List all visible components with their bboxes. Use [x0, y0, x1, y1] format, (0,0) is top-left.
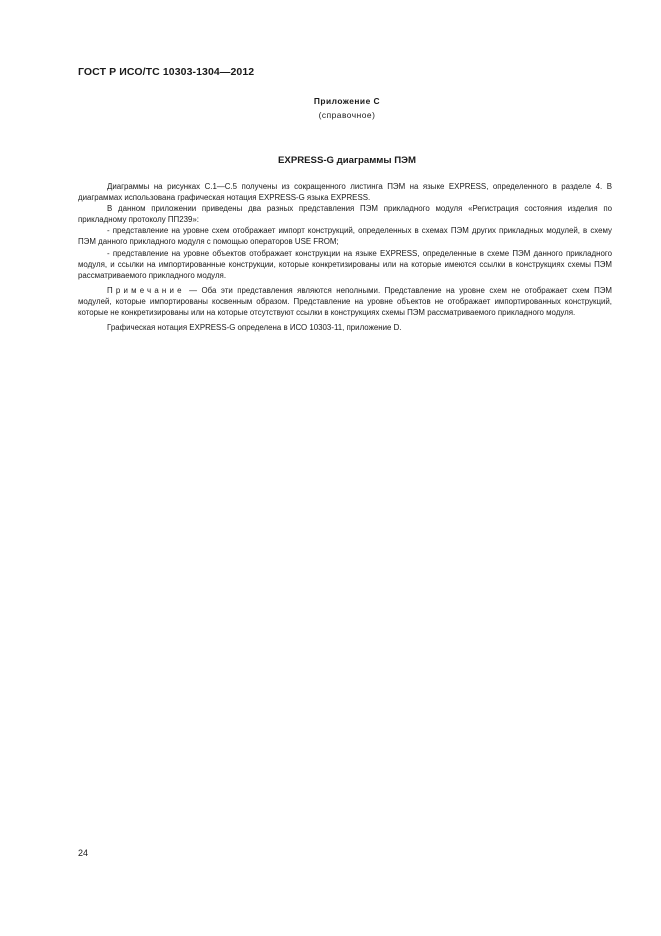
section-title: EXPRESS-G диаграммы ПЭМ — [278, 155, 416, 166]
appendix-heading — [0, 94, 661, 122]
page-number: 24 — [78, 848, 89, 858]
body-text — [78, 181, 612, 333]
paragraph-schema-level: - представление на уровне схем отображает импорт конструкций, определенных в схемах ПЭМ других прикладных модулей, в схему ПЭМ данного прикладного модуля с помощью операторов USE FROM; — [78, 226, 612, 247]
note-prefix: Примечание — [107, 285, 185, 295]
paragraph-entity-level: - представление на уровне объектов отображает конструкции на языке EXPRESS, определенные в схеме ПЭМ данного прикладного модуля, и ссылки на импортированные конструкции, которые конкретизированы или на которые имеются ссылки в конструкциях схемы ПЭМ рассматриваемого прикладного модуля. — [78, 248, 612, 280]
note-paragraph — [78, 285, 612, 318]
appendix-label: Приложение С — [313, 96, 381, 106]
note-dash: — — [184, 285, 202, 295]
paragraph-representations: В данном приложении приведены два разных представления ПЭМ прикладного модуля «Регистрация состояния изделия по прикладному протоколу ПП239»: — [78, 204, 612, 225]
paragraph-intro: Диаграммы на рисунках С.1—С.5 получены из сокращенного листинга ПЭМ на языке EXPRESS, определенного в разделе 4. В диаграммах использована графическая нотация EXPRESS-G языка EXPRESS. — [78, 182, 612, 203]
note-text: Оба эти представления являются неполными. Представление на уровне схем не отображает схем ПЭМ модулей, которые импортированы косвенным образом. Представление на уровне объектов не отображает импортированных конструкций, которые не конкретизированы или на которые отсутствуют ссылки в конструкциях схемы ПЭМ рассматриваемого прикладного модуля. — [78, 285, 612, 318]
appendix-kind: (справочное) — [318, 110, 376, 120]
document-header: ГОСТ Р ИСО/ТС 10303-1304—2012 — [78, 66, 255, 78]
paragraph-closing: Графическая нотация EXPRESS-G определена в ИСО 10303-11, приложение D. — [107, 323, 402, 333]
